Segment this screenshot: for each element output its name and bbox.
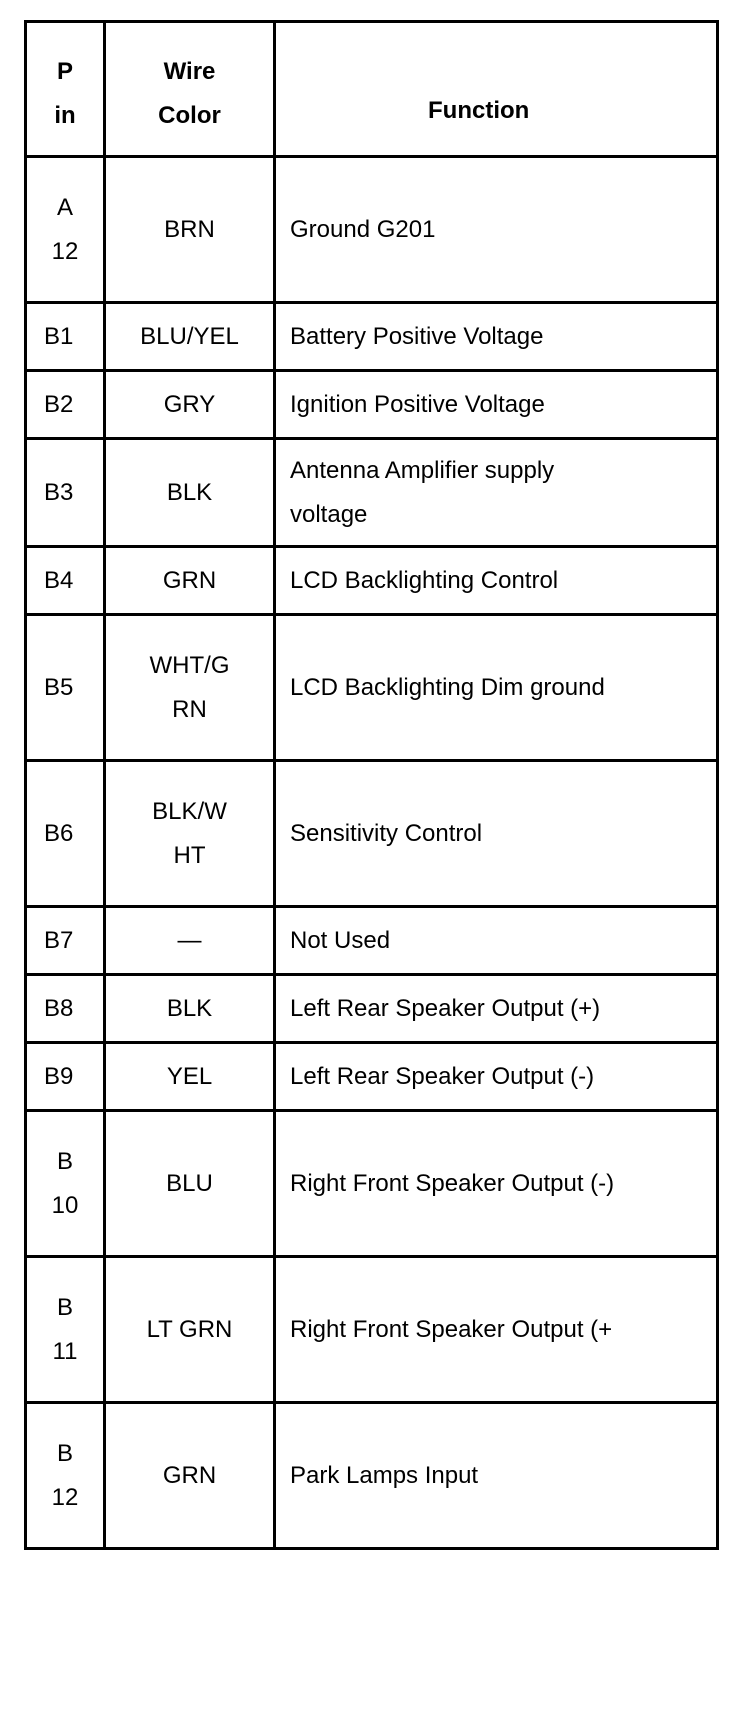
function-cell: LCD Backlighting Control (275, 547, 718, 615)
wire-color-header (105, 22, 275, 157)
function-cell: Not Used (275, 907, 718, 975)
header-row (26, 22, 718, 157)
pin-cell: B2 (26, 371, 105, 439)
pin-cell: B3 (26, 439, 105, 547)
table-row (26, 1257, 718, 1403)
wire-header-line1: Wire (163, 58, 216, 85)
function-line2: voltage (290, 500, 368, 528)
function-header: Function (275, 22, 718, 157)
function-cell: Ignition Positive Voltage (275, 371, 718, 439)
wire-color-cell (105, 761, 275, 907)
table-row (26, 1043, 718, 1111)
function-line1: Antenna Amplifier supply (290, 456, 555, 484)
wire-color-cell: BLU/YEL (105, 303, 275, 371)
table-row (26, 371, 718, 439)
pinout-table (24, 20, 719, 1550)
pin-cell: B9 (26, 1043, 105, 1111)
table-body (26, 157, 718, 1549)
wire-color-cell: LT GRN (105, 1257, 275, 1403)
wire-color-cell: GRN (105, 547, 275, 615)
wire-color-cell (105, 157, 275, 303)
function-cell: Right Front Speaker Output (-) (275, 1111, 718, 1257)
pin-cell: B6 (26, 761, 105, 907)
function-cell: Sensitivity Control (275, 761, 718, 907)
table-row (26, 761, 718, 907)
table-row (26, 1111, 718, 1257)
function-cell: Battery Positive Voltage (275, 303, 718, 371)
pin-line2: 12 (51, 237, 79, 265)
function-cell (275, 157, 718, 303)
table-row (26, 1403, 718, 1549)
pin-cell: B7 (26, 907, 105, 975)
wire-line1: BLK/W (152, 797, 227, 825)
pin-cell: B4 (26, 547, 105, 615)
wire-color-cell: YEL (105, 1043, 275, 1111)
wire-color-cell (105, 615, 275, 761)
pin-line2: 12 (51, 1483, 79, 1511)
table-row (26, 615, 718, 761)
pin-line2: 10 (51, 1191, 79, 1219)
pin-header-line2: in (54, 102, 76, 129)
pin-cell: B8 (26, 975, 105, 1043)
wire-color-cell: BLK (105, 975, 275, 1043)
wire-line1: BRN (164, 215, 215, 243)
wire-color-cell: BLK (105, 439, 275, 547)
pin-line2: 11 (52, 1337, 78, 1365)
wire-line1: WHT/G (149, 651, 230, 679)
table-row (26, 439, 718, 547)
table-row (26, 157, 718, 303)
wire-color-cell: GRY (105, 371, 275, 439)
wire-line2: HT (173, 841, 206, 869)
wire-header-line2: Color (158, 102, 221, 129)
function-cell: LCD Backlighting Dim ground (275, 615, 718, 761)
pin-cell (26, 157, 105, 303)
pin-cell (26, 1111, 105, 1257)
function-cell: Park Lamps Input (275, 1403, 718, 1549)
pin-cell (26, 1403, 105, 1549)
function-cell: Right Front Speaker Output (+ (275, 1257, 718, 1403)
pin-line1: B (56, 1293, 73, 1321)
pin-cell: B1 (26, 303, 105, 371)
pin-line1: B (56, 1147, 73, 1175)
wire-color-cell: — (105, 907, 275, 975)
wire-line2: RN (172, 695, 207, 723)
function-line1: Ground G201 (290, 215, 436, 243)
function-cell (275, 439, 718, 547)
table-row (26, 547, 718, 615)
pin-line1: A (56, 193, 73, 221)
table-row (26, 303, 718, 371)
table-row (26, 907, 718, 975)
pin-line1: B (56, 1439, 73, 1467)
pin-cell: B5 (26, 615, 105, 761)
table-row (26, 975, 718, 1043)
wire-color-cell: BLU (105, 1111, 275, 1257)
pin-header (26, 22, 105, 157)
function-cell: Left Rear Speaker Output (-) (275, 1043, 718, 1111)
pinout-table-container (24, 20, 719, 1550)
function-cell: Left Rear Speaker Output (+) (275, 975, 718, 1043)
wire-color-cell: GRN (105, 1403, 275, 1549)
pin-header-line1: P (56, 58, 73, 85)
pin-cell (26, 1257, 105, 1403)
